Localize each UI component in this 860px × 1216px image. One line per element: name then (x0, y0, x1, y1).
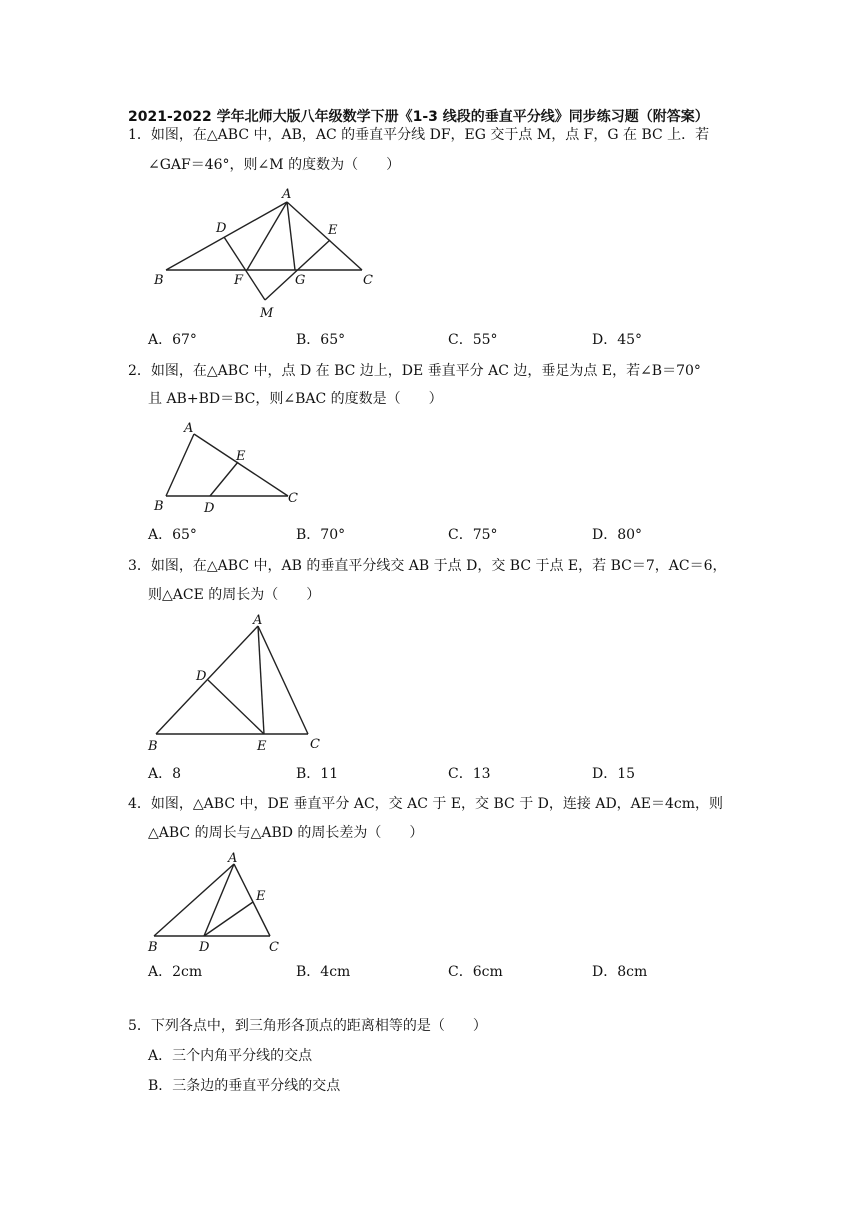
q4-option-a[interactable]: A．2cm (148, 964, 203, 980)
q3-label-E: E (257, 739, 267, 754)
q1-label-D: D (216, 221, 227, 236)
q4-label-A: A (228, 851, 238, 866)
q3-option-d[interactable]: D．15 (592, 766, 636, 782)
q5-option-b[interactable]: B．三条边的垂直平分线的交点 (148, 1078, 341, 1094)
q1-stem-line1: 1．如图，在△ABC 中，AB，AC 的垂直平分线 DF，EG 交于点 M，点 F，G 在 BC 上．若 (128, 127, 710, 143)
q4-option-c[interactable]: C．6cm (448, 964, 503, 980)
q3-stem-line1: 3．如图，在△ABC 中，AB 的垂直平分线交 AB 于点 D，交 BC 于点 E，若 BC＝7，AC＝6， (128, 558, 727, 574)
q4-option-b[interactable]: B．4cm (296, 964, 351, 980)
q4-option-d[interactable]: D．8cm (592, 964, 648, 980)
q2-option-d[interactable]: D．80° (592, 527, 643, 543)
q3-label-C: C (310, 737, 320, 752)
q3-label-A: A (253, 613, 263, 628)
q4-label-B: B (148, 940, 158, 955)
q1-label-F: F (234, 273, 244, 288)
q2-label-C: C (288, 491, 298, 506)
q3-stem-line2: 则△ACE 的周长为（ ） (148, 587, 321, 603)
q2-option-a[interactable]: A．65° (148, 527, 197, 543)
q1-option-d[interactable]: D．45° (592, 332, 643, 348)
q3-figure (140, 610, 340, 760)
page-title: 2021-2022 学年北师大版八年级数学下册《1-3 线段的垂直平分线》同步练习题（附答案） (128, 109, 709, 125)
q2-stem-line2: 且 AB+BD＝BC，则∠BAC 的度数是（ ） (148, 391, 443, 407)
q1-label-A: A (282, 187, 292, 202)
q1-stem-line2: ∠GAF＝46°，则∠M 的度数为（ ） (148, 157, 401, 173)
q1-label-C: C (363, 273, 373, 288)
q1-option-a[interactable]: A．67° (148, 332, 197, 348)
q4-stem-line1: 4．如图，△ABC 中，DE 垂直平分 AC，交 AC 于 E，交 BC 于 D，连接 AD，AE＝4cm，则 (128, 796, 724, 812)
q2-label-E: E (236, 449, 246, 464)
q1-option-c[interactable]: C．55° (448, 332, 498, 348)
q2-figure (150, 418, 310, 518)
q5-stem-line1: 5．下列各点中，到三角形各顶点的距离相等的是（ ） (128, 1018, 487, 1034)
q2-option-c[interactable]: C．75° (448, 527, 498, 543)
q4-label-D: D (199, 940, 210, 955)
q1-option-b[interactable]: B．65° (296, 332, 346, 348)
q3-option-c[interactable]: C．13 (448, 766, 491, 782)
q3-option-b[interactable]: B．11 (296, 766, 339, 782)
q2-label-B: B (154, 499, 164, 514)
q4-label-C: C (269, 940, 279, 955)
q3-label-D: D (196, 669, 207, 684)
q1-label-B: B (154, 273, 164, 288)
q1-figure (140, 180, 390, 325)
q2-option-b[interactable]: B．70° (296, 527, 346, 543)
q1-label-G: G (295, 273, 306, 288)
q2-stem-line1: 2．如图，在△ABC 中，点 D 在 BC 边上，DE 垂直平分 AC 边，垂足为点 E，若∠B＝70° (128, 363, 701, 379)
q4-stem-line2: △ABC 的周长与△ABD 的周长差为（ ） (148, 825, 424, 841)
q1-label-E: E (328, 223, 338, 238)
q4-label-E: E (256, 889, 266, 904)
q5-option-a[interactable]: A．三个内角平分线的交点 (148, 1048, 313, 1064)
q4-figure (140, 848, 290, 958)
q2-label-D: D (204, 501, 215, 516)
q2-label-A: A (184, 421, 194, 436)
q1-label-M: M (260, 306, 274, 321)
q3-label-B: B (148, 739, 158, 754)
q3-option-a[interactable]: A．8 (148, 766, 182, 782)
